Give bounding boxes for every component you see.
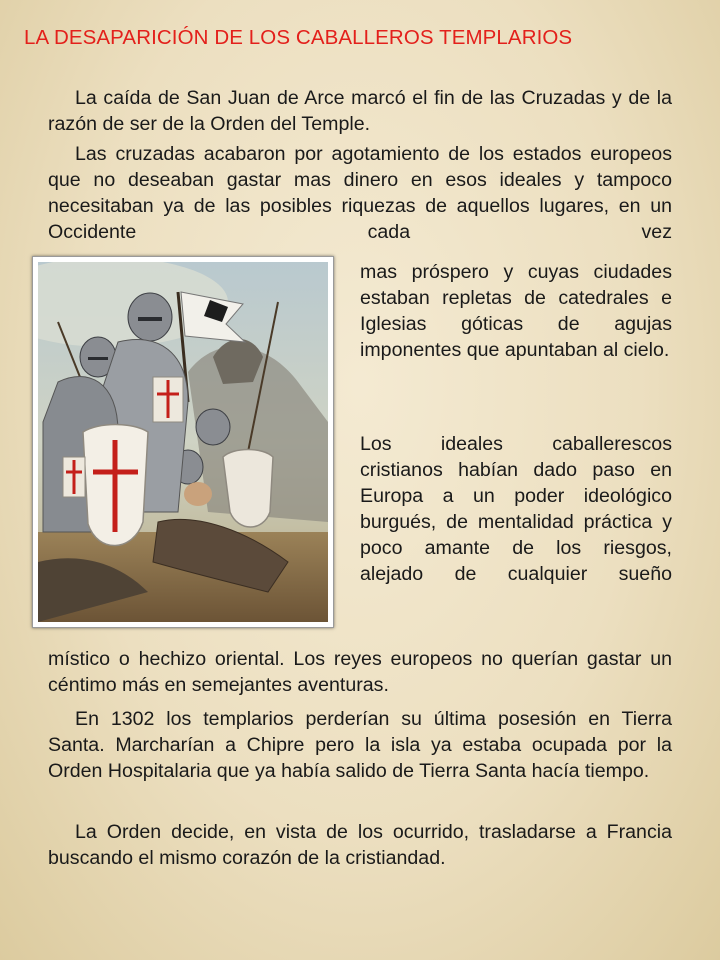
paragraph-francia: La Orden decide, en vista de los ocurrido, trasladarse a Francia buscando el mismo corazón de la cristiandad. <box>48 821 672 869</box>
paragraph-mistico: místico o hechizo oriental. Los reyes europeos no querían gastar un céntimo más en semejantes aventuras. <box>48 648 672 696</box>
paragraph-1302: En 1302 los templarios perderían su última posesión en Tierra Santa. Marcharían a Chipre pero la isla ya estaba ocupada por la Orden Hospitalaria que ya había salido de Tierra Santa hacía tiempo. <box>48 708 672 782</box>
page-title: LA DESAPARICIÓN DE LOS CABALLEROS TEMPLARIOS <box>24 26 573 49</box>
battle-scene <box>38 262 328 622</box>
paragraph-caida-san-juan: La caída de San Juan de Arce marcó el fin de las Cruzadas y de la razón de ser de la Orden del Temple. <box>48 87 672 135</box>
templar-battle-illustration <box>32 256 334 628</box>
paragraph-prospero: mas próspero y cuyas ciudades estaban repletas de catedrales e Iglesias góticas de agujas imponentes que apuntaban al cielo. <box>360 261 672 361</box>
paragraph-ideales: Los ideales caballerescos cristianos habían dado paso en Europa a un poder ideológico burgués, de mentalidad práctica y poco amante de los riesgos, alejado de cualquier sueño <box>360 433 672 585</box>
paragraph-cruzadas: Las cruzadas acabaron por agotamiento de los estados europeos que no deseaban gastar mas dinero en esos ideales y tampoco necesitaban ya de las posibles riquezas de aquellos lugares, en un Occidente cada vez <box>48 143 672 243</box>
